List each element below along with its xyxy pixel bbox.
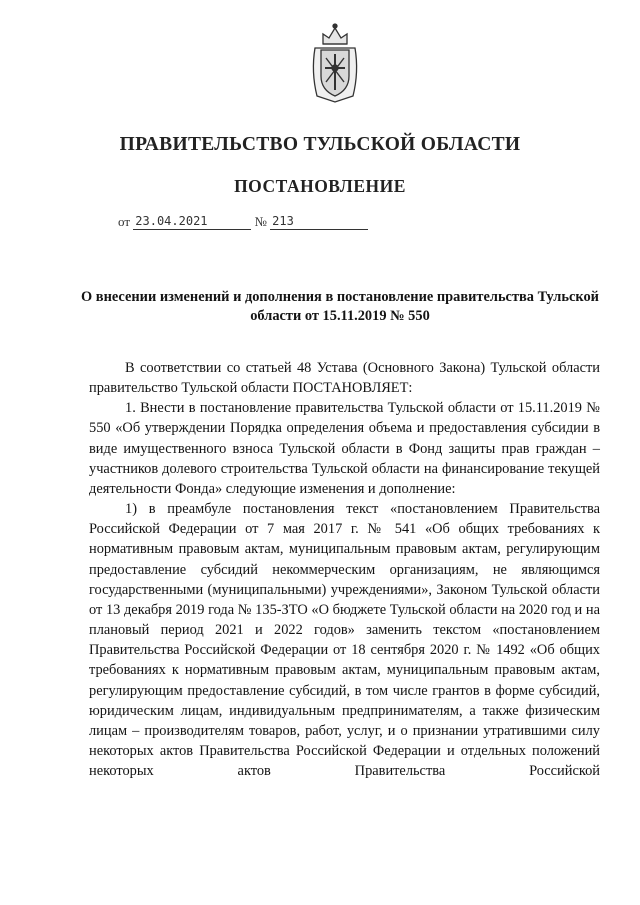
body-paragraph: В соответствии со статьей 48 Устава (Основного Закона) Тульской области правительство Тульской области ПОСТАНОВЛЯЕТ:: [89, 360, 600, 397]
number-prefix: №: [254, 214, 267, 229]
document-subject: О внесении изменений и дополнения в постановление правительства Тульской области от 15.11.2019 № 550: [81, 289, 599, 324]
body-paragraph: 1. Внести в постановление правительства Тульской области от 15.11.2019 № 550 «Об утверждении Порядка определения объема и предоставления субсидии в виде имущественного взноса Тульской области в Фонд защиты прав граждан – участников долевого строительства Тульской области на финансирование текущей деятельности Фонда» следующие изменения и дополнение:: [89, 400, 600, 497]
document-body: [89, 358, 600, 781]
date-field: 23.04.2021: [133, 214, 251, 230]
body-paragraph: 1) в преамбуле постановления текст «постановлением Правительства Российской Федерации от 7 мая 2017 г. № 541 «Об общих требованиях к нормативным правовым актам, муниципальным правовым актам, регулирующим предоставление субсидий некоммерческим организациям, не являющимся государственными (муниципальными) учреждениями», Законом Тульской области от 13 декабря 2019 года № 135-ЗТО «О бюджете Тульской области на 2020 год и на плановый период 2021 и 2022 годов» заменить текстом «постановлением Правительства Российской Федерации от 18 сентября 2020 г. № 1492 «Об общих требованиях к нормативным правовым актам, муниципальным правовым актам, регулирующим предоставление субсидий, в том числе грантов в форме субсидий, юридическим лицам, индивидуальным предпринимателям, а также физическим лицам – производителям товаров, работ, услуг, и о признании утратившими силу некоторых актов Правительства Российской Федерации и отдельных положений некоторых актов Правительства Российской: [89, 501, 600, 780]
document-type: ПОСТАНОВЛЕНИЕ: [234, 176, 406, 196]
organization-title: ПРАВИТЕЛЬСТВО ТУЛЬСКОЙ ОБЛАСТИ: [119, 134, 521, 155]
coat-of-arms-emblem: [309, 22, 361, 104]
registration-line: [118, 214, 368, 230]
number-field: 213: [270, 214, 368, 230]
date-prefix: от: [118, 214, 131, 229]
